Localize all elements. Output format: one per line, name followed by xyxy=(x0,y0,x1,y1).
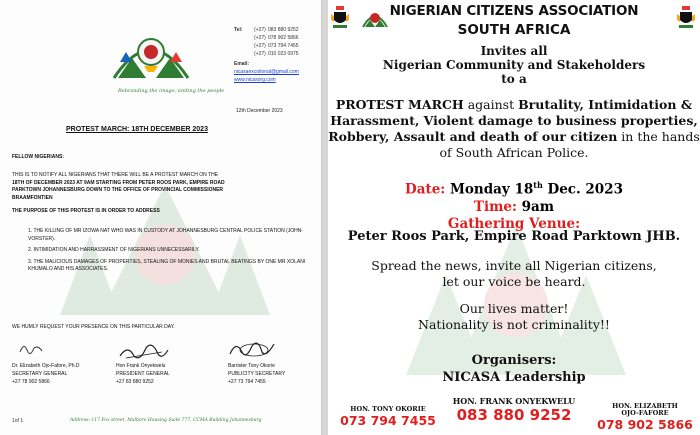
protest-description: PROTEST MARCH against Brutality, Intimidation & Harassment, Violent damage to business properties, Robbery, Assault and death of our citizen in the hands of South African Police. xyxy=(328,97,700,160)
venue-value: Peter Roos Park, Empire Road Parktown JHB. xyxy=(347,229,681,244)
invitation-text: Invites all Nigerian Community and Stakeholders to a xyxy=(382,44,646,86)
tel-number: 078 902 5866 xyxy=(268,35,299,41)
svg-text:NICASA: NICASA xyxy=(127,283,203,304)
list-item: 3. THE MALICIOUS DAMAGES OF PROPERTIES, STEALING OF MONIES AND BRUTAL BEATINGS BY ONE MR XOLANI KHUMALO AND HIS ASSOCIATES. xyxy=(28,258,306,272)
list-item: 2. INTIMIDATION AND HARRASSMENT OF NIGERIANS UNNECESSARILY. xyxy=(28,247,200,253)
page-number: 1of 1 xyxy=(12,418,24,424)
letter-contacts: Tel: (+27) 083 880 9252 (+27) 078 902 5866 (+27) 073 794 7455 (+27) 010 023 0975 Email: nicasaexcotional@gmail.com www.nicasorg.com xyxy=(234,27,299,83)
list-item: 1. THE KILLING OF MR IZOWA NAT WHO WAS IN CUSTODY AT JOHANNESBURG CENTRAL POLICE STATION (JOHN-VORSTER). xyxy=(28,228,304,242)
event-time: Time: 9am xyxy=(473,198,555,215)
notice-paragraph: THIS IS TO NOTIFY ALL NIGERIANS THAT THERE WILL BE A PROTEST MARCH ON THE 18TH OF DECEMBER 2023 AT 9AM STARTING FROM PETER ROOS PARK, EMPIRE ROAD PARKTOWN JOHANNESBURG DOWN TO THE OFFICE OF PROVINCIAL COMMISSIONER BRAAMFONTIEN xyxy=(12,172,225,201)
poster-subtitle: SOUTH AFRICA xyxy=(457,22,571,38)
purpose-list xyxy=(28,228,313,278)
organiser-okorie: HON. TONY OKORIE 073 794 7455 xyxy=(340,405,436,428)
tel-number: 010 023 0975 xyxy=(268,51,299,57)
tel-number: 083 880 9252 xyxy=(268,27,299,33)
salutation: FELLOW NIGERIANS: xyxy=(12,154,64,160)
address-footer: Address: 117 Fox street, Malboro Housing Suite 777, CCMA Building Johannesburg xyxy=(70,418,262,423)
signature-image xyxy=(228,338,276,360)
nicasa-logo xyxy=(112,22,190,82)
poster-title: NIGERIAN CITIZENS ASSOCIATION xyxy=(389,3,639,19)
email-label: Email: xyxy=(234,61,250,67)
organiser-onyekwelu: HON. FRANK ONYEKWELU 083 880 9252 xyxy=(452,396,576,424)
letter-title: PROTEST MARCH: 18TH DECEMBER 2023 xyxy=(66,126,208,133)
email-link[interactable]: nicasaexcotional@gmail.com xyxy=(234,69,299,75)
slogan: Rebranding the image, uniting the people xyxy=(118,88,225,94)
organiser-ojo-fafore: HON. ELIZABETH OJO-FAFORE 078 902 5866 xyxy=(597,402,693,432)
protest-letter xyxy=(0,0,322,435)
signature-image xyxy=(18,342,44,356)
venue-label: Gathering Venue: xyxy=(447,215,581,232)
event-details xyxy=(328,177,700,233)
spread-message: Spread the news, invite all Nigerian citizens, let our voice be heard. xyxy=(371,258,657,289)
website-link[interactable]: www.nicasorg.com xyxy=(234,77,276,83)
event-date: Date: Monday 18th Dec. 2023 xyxy=(405,180,623,198)
organisers: Organisers: NICASA Leadership xyxy=(442,353,586,385)
tel-number: 073 794 7455 xyxy=(268,43,299,49)
signatory-secretary: Dr. Elizabeth Ojo-Fafore, Ph.D SECRETARY GENERAL +27 78 902 5866 xyxy=(12,363,80,385)
purpose-heading: THE PURPOSE OF THIS PROTEST IS IN ORDER TO ADDRESS xyxy=(12,208,160,214)
protest-poster xyxy=(328,0,700,435)
request-line: WE HUMLY REQUEST YOUR PRESENCE ON THIS PARTICULAR DAY. xyxy=(12,324,175,330)
letter-date: 12th December 2023 xyxy=(236,108,283,114)
signature-image xyxy=(118,342,170,362)
signatory-president: Hon Frank Onyekwelu PRESIDENT GENERAL +27 83 880 9252 xyxy=(116,363,170,385)
signatory-publicity: Barrister Tony Okorie PUBLICITY SECRETARY +27 73 794 7455 xyxy=(228,363,286,385)
slogan-message: Our lives matter! Nationality is not criminality!! xyxy=(418,301,610,332)
